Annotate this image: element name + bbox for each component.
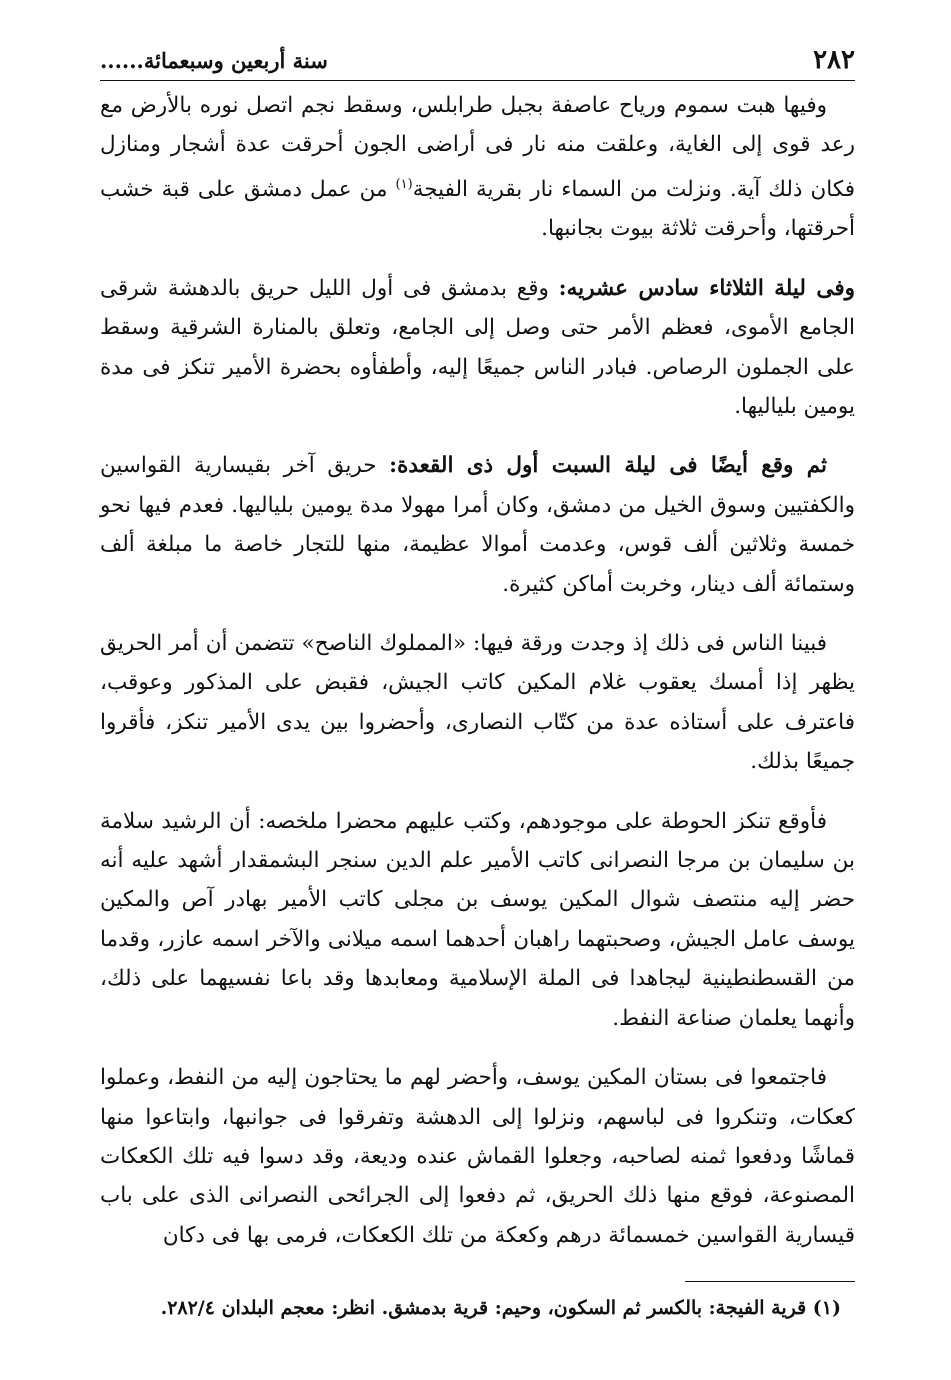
paragraph-lead: وفى ليلة الثلاثاء سادس عشريه: xyxy=(558,275,855,301)
paragraph-text: حريق آخر بقيسارية القواسين والكفتيين وسوق الخيل من دمشق، وكان أمرا مهولا مدة يومين بلياليها. فعدم فيها نحو خمسة وثلاثين ألف قوس، وعدمت أموالا عظيمة، منها للتجار خاصة ما مبلغة ألف وستمائة ألف دينار، وخربت أماكن كثيرة. xyxy=(100,453,855,597)
page-number: ٢٨٢ xyxy=(813,45,855,75)
footnote-ref: (١) xyxy=(395,176,413,192)
paragraph-text: فأوقع تنكز الحوطة على موجودهم، وكتب عليهم محضرا ملخصه: أن الرشيد سلامة بن سليمان بن مرجا النصرانى كاتب الأمير علم الدين سنجر البشمقدار أشهد عليه أنه حضر إليه منتصف شوال المكين يوسف بن مجلى كاتب الأمير بهادر آص والمكين يوسف عامل الجيش، وصحبتهما راهبان أحدهما اسمه ميلانى والآخر اسمه عازر، وقدما من القسطنطينية ليجاهدا فى الملة الإسلامية ومعابدها وقد باعا نفسيهما على ذلك، وأنهما يعلمان صناعة النفط. xyxy=(100,808,855,1031)
footnote: (١) قرية الفيجة: بالكسر ثم السكون، وحيم: قرية بدمشق. انظر: معجم البلدان ٢٨٢/٤. xyxy=(160,1297,841,1319)
header-divider xyxy=(100,80,855,81)
page-header xyxy=(100,38,855,82)
paragraph-text: فاجتمعوا فى بستان المكين يوسف، وأحضر لهم ما يحتاجون إليه من النفط، وعملوا كعكات، وتنكروا فى لباسهم، ونزلوا إلى الدهشة وتفرقوا فى جوانبها، وابتاعوا منها قماشًا ودفعوا ثمنه لصاحبه، وجعلوا القماش عنده وديعة، وقد دسوا فيه تلك الكعكات المصنوعة، فوقع منها ذلك الحريق، ثم دفعوا إلى الجرائحى النصرانى الذى على باب قيسارية القواسين خمسمائة درهم وكعكة من تلك الكعكات، فرمى بها فى دكان xyxy=(100,1065,855,1248)
footnote-divider xyxy=(685,1281,855,1282)
paragraph-text: وفيها هبت سموم ورياح عاصفة بجبل طرابلس، وسقط نجم اتصل نوره بالأرض مع رعد قوى إلى الغاية، وعلقت منه نار فى أراضى الجون أحرقت عدة أشجار ومنازل فكان ذلك آية. ونزلت من السماء نار بقرية الفيجة xyxy=(100,93,855,202)
paragraph-2 xyxy=(100,269,855,427)
paragraph-text: وقع بدمشق فى أول الليل حريق بالدهشة شرقى الجامع الأموى، فعظم الأمر حتى وصل إلى الجامع، وتعلق بالمنارة الشرقية وسقط على الجملون الرصاص. فبادر الناس جميعًا إليه، وأطفأوه بحضرة الأمير تنكز فى مدة يومين بلياليها. xyxy=(100,275,855,419)
paragraph-text: فبينا الناس فى ذلك إذ وجدت ورقة فيها: «المملوك الناصح» تتضمن أن أمر الحريق يظهر إذا أمسك يعقوب غلام المكين كاتب الجيش، فقبض على المذكور وعوقب، فاعترف على أستاذه عدة من كتّاب النصارى، وأحضروا بين يدى الأمير تنكز، فأقروا جميعًا بذلك. xyxy=(100,631,855,775)
paragraph-6 xyxy=(100,1058,855,1255)
paragraph-1 xyxy=(100,86,855,249)
main-text xyxy=(100,86,855,1275)
paragraph-lead: ثم وقع أيضًا فى ليلة السبت أول ذى القعدة: xyxy=(389,453,827,479)
paragraph-3 xyxy=(100,446,855,604)
paragraph-text-cont: من عمل دمشق على قبة خشب أحرقتها، وأحرقت ثلاثة بيوت بجانبها. xyxy=(100,176,855,242)
running-title: سنة أربعين وسبعمائة...... xyxy=(100,47,328,73)
paragraph-4 xyxy=(100,624,855,782)
paragraph-5 xyxy=(100,802,855,1038)
